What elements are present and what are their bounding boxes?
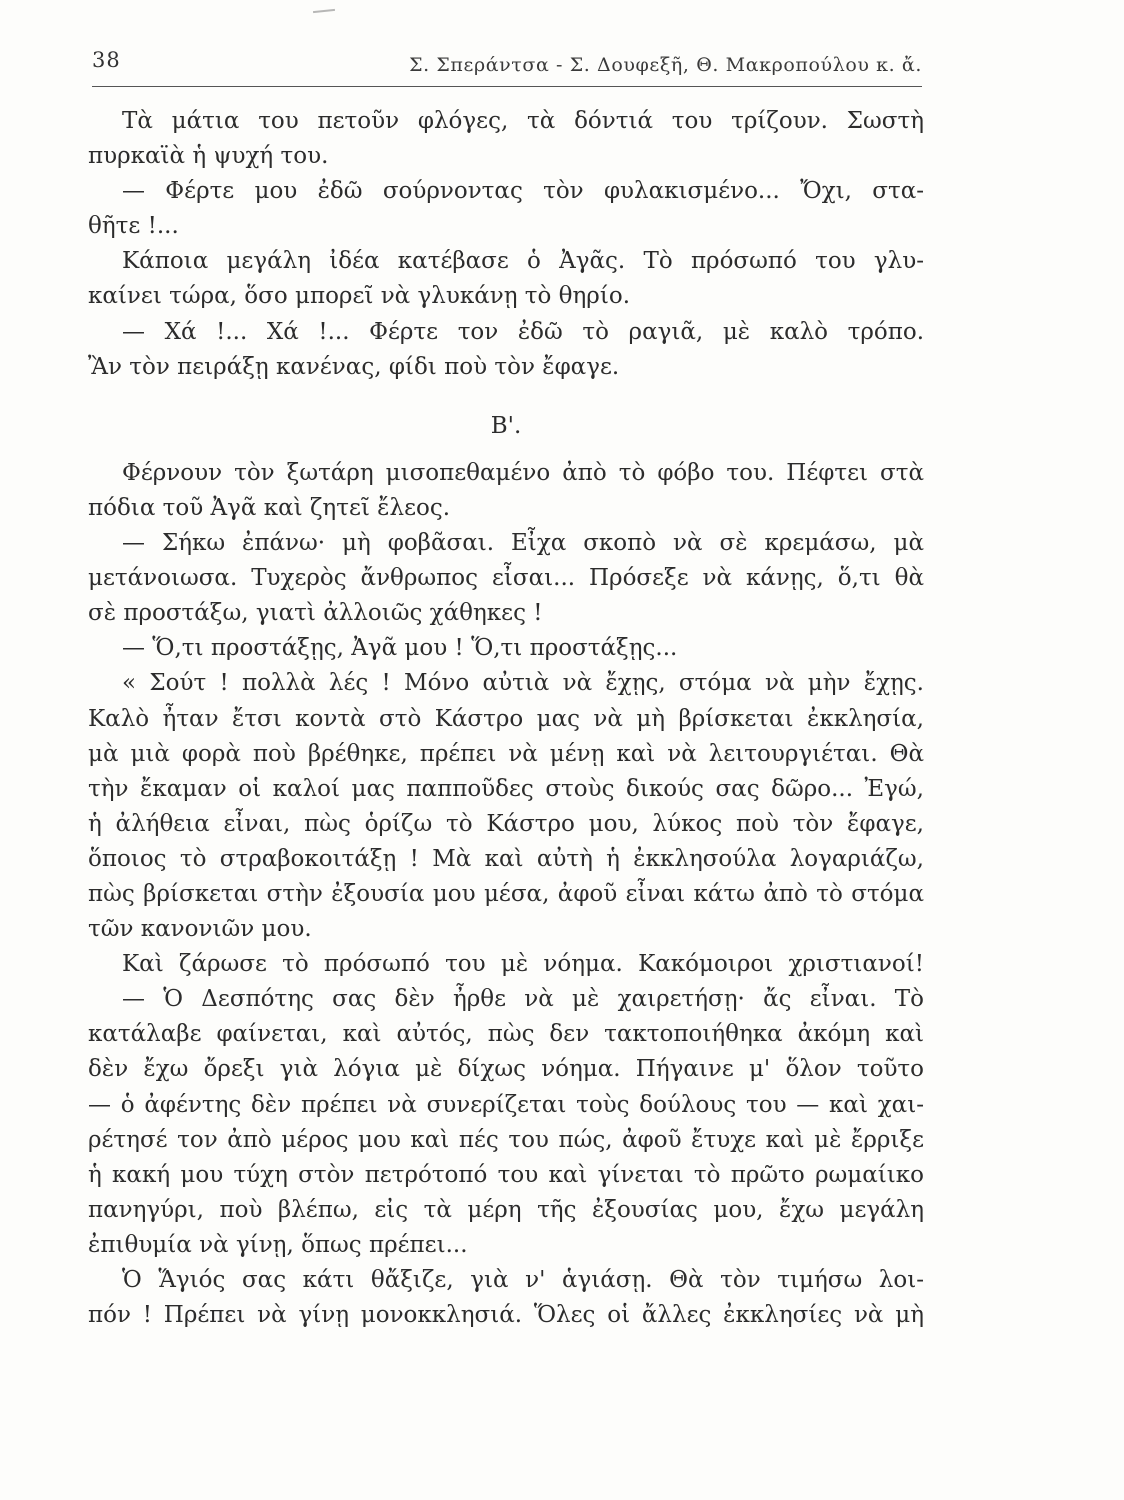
text-line: Ἂν τὸν πειράξῃ κανένας, φίδι ποὺ τὸν ἔφαγε. — [88, 353, 620, 380]
text-line: — Φέρτε μου ἐδῶ σούρνοντας τὸν φυλακισμένο... Ὄχι, στα- — [122, 178, 924, 205]
text-line: κατάλαβε φαίνεται, καὶ αὐτός, πὼς δεν τακτοποιήθηκα ἀκόμη καὶ — [88, 1021, 924, 1048]
text-line: — Χά !... Χά !... Φέρτε τον ἐδῶ τὸ ραγιᾶ, μὲ καλὸ τρόπο. — [122, 318, 924, 345]
text-line: — Ὁ Δεσπότης σας δὲν ἦρθε νὰ μὲ χαιρετήσῃ· ἄς εἶναι. Τὸ — [122, 986, 924, 1013]
text-line: μὰ μιὰ φορὰ ποὺ βρέθηκε, πρέπει νὰ μένῃ καὶ νὰ λειτουργιέται. Θὰ — [88, 740, 924, 767]
section-heading: Β'. — [490, 412, 522, 439]
text-line: πυρκαϊὰ ἡ ψυχή του. — [88, 143, 329, 170]
text-line: θῆτε !... — [88, 213, 179, 240]
text-line: τὴν ἔκαμαν οἱ καλοί μας παπποῦδες στοὺς δικούς σας δῶρο... Ἐγώ, — [88, 775, 924, 802]
text-line: Καλὸ ἦταν ἔτσι κοντὰ στὸ Κάστρο μας νὰ μὴ βρίσκεται ἐκκλησία, — [88, 705, 924, 732]
text-line: ἐπιθυμία νὰ γίνῃ, ὅπως πρέπει... — [88, 1231, 468, 1258]
text-line: τῶν κανονιῶν μου. — [88, 916, 312, 943]
print-speck — [313, 9, 335, 13]
text-line: — ὁ ἀφέντης δὲν πρέπει νὰ συνερίζεται τοὺς δούλους του — καὶ χαι- — [88, 1091, 924, 1118]
page-number: 38 — [92, 48, 121, 72]
text-line: Τὰ μάτια του πετοῦν φλόγες, τὰ δόντιά του τρίζουν. Σωστὴ — [122, 108, 924, 134]
text-line: ἡ κακή μου τύχη στὸν πετρότοπό του καὶ γίνεται τὸ πρῶτο ρωμαίικο — [88, 1161, 924, 1188]
text-line: — Ὅ,τι προστάξῃς, Ἀγᾶ μου ! Ὅ,τι προστάξῃς... — [122, 635, 678, 662]
text-line: ρέτησέ τον ἀπὸ μέρος μου καὶ πές του πώς, ἀφοῦ ἔτυχε καὶ μὲ ἔρριξε — [88, 1126, 924, 1153]
text-line: « Σούτ ! πολλὰ λές ! Μόνο αὐτιὰ νὰ ἔχῃς, στόμα νὰ μὴν ἔχῃς. — [122, 670, 924, 697]
text-line: σὲ προστάξω, γιατὶ ἀλλοιῶς χάθηκες ! — [88, 600, 543, 627]
text-line: δὲν ἔχω ὄρεξι γιὰ λόγια μὲ δίχως νόημα. Πήγαινε μ' ὅλον τοῦτο — [88, 1056, 924, 1083]
text-line: Ὁ Ἅγιός σας κάτι θἄξιζε, γιὰ ν' ἁγιάσῃ. Θὰ τὸν τιμήσω λοι- — [122, 1267, 924, 1293]
body-text — [88, 104, 924, 1333]
text-line: Φέρνουν τὸν ξωτάρη μισοπεθαμένο ἀπὸ τὸ φόβο του. Πέφτει στὰ — [122, 459, 924, 486]
page-header — [92, 46, 922, 87]
text-line: Καὶ ζάρωσε τὸ πρόσωπό του μὲ νόημα. Κακόμοιροι χριστιανοί! — [122, 951, 924, 978]
text-line: πόδια τοῦ Ἀγᾶ καὶ ζητεῖ ἔλεος. — [88, 494, 451, 521]
text-line: μετάνοιωσα. Τυχερὸς ἄνθρωπος εἶσαι... Πρόσεξε νὰ κάνῃς, ὅ,τι θὰ — [88, 565, 924, 592]
text-line: — Σήκω ἐπάνω· μὴ φοβᾶσαι. Εἶχα σκοπὸ νὰ σὲ κρεμάσω, μὰ — [122, 530, 924, 557]
text-line: Κάποια μεγάλη ἰδέα κατέβασε ὁ Ἀγᾶς. Τὸ πρόσωπό του γλυ- — [122, 248, 924, 275]
text-line: ἡ ἀλήθεια εἶναι, πὼς ὁρίζω τὸ Κάστρο μου, λύκος ποὺ τὸν ἔφαγε, — [88, 810, 924, 837]
text-line: πόν ! Πρέπει νὰ γίνῃ μονοκκλησιά. Ὅλες οἱ ἄλλες ἐκκλησίες νὰ μὴ — [88, 1302, 924, 1329]
running-head: Σ. Σπεράντσα - Σ. Δουφεξῆ, Θ. Μακροπούλου κ. ἄ. — [409, 54, 922, 76]
text-line: καίνει τώρα, ὅσο μπορεῖ νὰ γλυκάνῃ τὸ θηρίο. — [88, 283, 631, 310]
text-line: πὼς βρίσκεται στὴν ἐξουσία μου μέσα, ἀφοῦ εἶναι κάτω ἀπὸ τὸ στόμα — [88, 880, 924, 907]
text-line: ὅποιος τὸ στραβοκοιτάξῃ ! Μὰ καὶ αὐτὴ ἡ ἐκκλησούλα λογαριάζω, — [88, 845, 924, 872]
text-line: πανηγύρι, ποὺ βλέπω, εἰς τὰ μέρη τῆς ἐξουσίας μου, ἔχω μεγάλη — [88, 1196, 924, 1223]
